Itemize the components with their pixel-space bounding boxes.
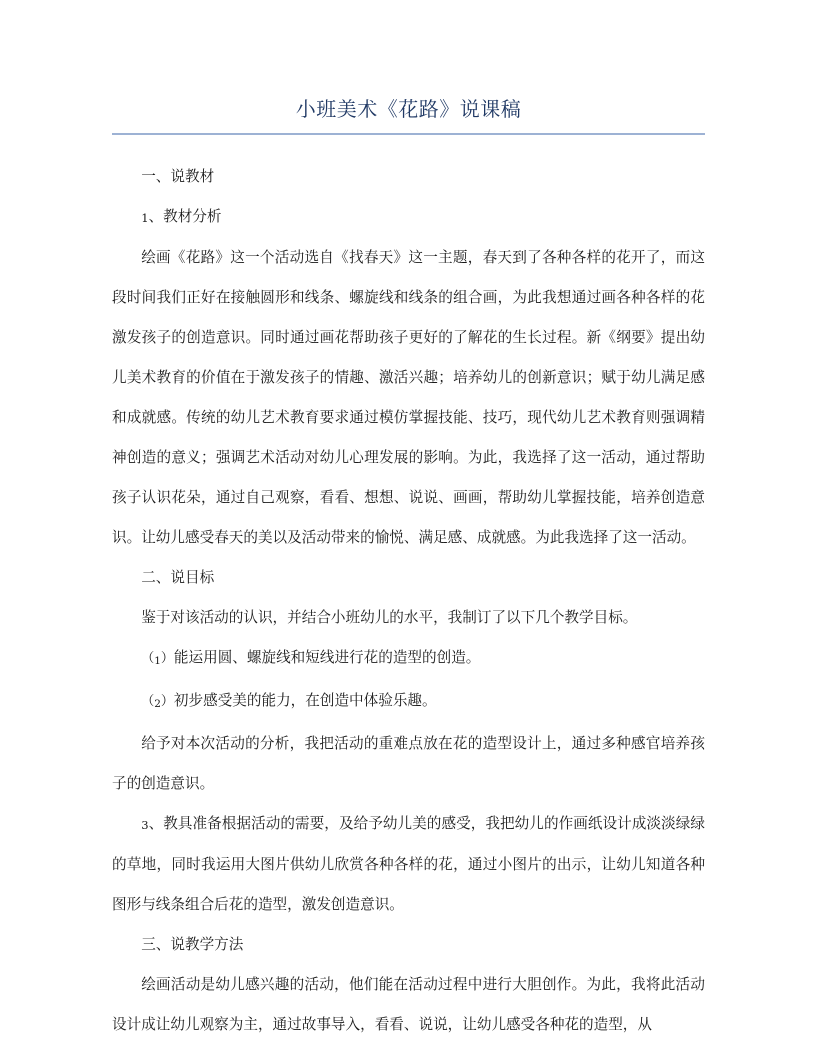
list-item-goal-2 [112,681,705,724]
heading-section-one: 一、说教材 [141,168,215,185]
heading-jiaocai-fenxi [112,197,705,238]
paragraph-jiaoju-number: 3 [141,818,149,832]
heading-jiaocai-fenxi-label: 、教材分析 [148,208,222,225]
title-divider [112,133,705,135]
document-content [112,0,705,1045]
document-body [112,157,705,1045]
goal-1-label: 能运用圆、螺旋线和短线进行花的造型的创造。 [173,649,481,666]
paragraph-jiaoju-text: 、教具准备根据活动的需要，及给予幼儿美的感受，我把幼儿的作画纸设计成淡淡绿绿的草地，同时我运用大图片供幼儿欣赏各种各样的花，通过小图片的出示，让幼儿知道各种图形与线条组合后花的造型，激发创造意识。 [112,815,705,913]
list-item-goal-1 [112,638,705,681]
heading-section-two: 二、说目标 [141,569,215,586]
paragraph-mubiao-intro: 鉴于对该活动的认识，并结合小班幼儿的水平，我制订了以下几个教学目标。 [141,609,638,626]
paragraph-jiaocai-analysis: 绘画《花路》这一个活动选自《找春天》这一主题，春天到了各种各样的花开了，而这段时间我们正好在接触圆形和线条、螺旋线和线条的组合画，为此我想通过画各种各样的花激发孩子的创造意识。同时通过画花帮助孩子更好的了解花的生长过程。新《纲要》提出幼儿美术教育的价值在于激发孩子的情趣、激活兴趣；培养幼儿的创新意识；赋于幼儿满足感和成就感。传统的幼儿艺术教育要求通过模仿掌握技能、技巧，现代幼儿艺术教育则强调精神创造的意义；强调艺术活动对幼儿心理发展的影响。为此，我选择了这一活动，通过帮助孩子认识花朵，通过自己观察，看看、想想、说说、画画，帮助幼儿掌握技能，培养创造意识。让幼儿感受春天的美以及活动带来的愉悦、满足感、成就感。为此我选择了这一活动。 [112,249,705,546]
heading-jiaocai-fenxi-number: 1 [141,211,149,225]
paragraph-jiaoxue-fangfa: 绘画活动是幼儿感兴趣的活动，他们能在活动过程中进行大胆创作。为此，我将此活动设计成让幼儿观察为主，通过故事导入，看看、说说，让幼儿感受各种花的造型，从 [112,976,705,1033]
goal-2-marker: （2） [141,694,174,710]
page-title: 小班美术《花路》说课稿 [295,97,522,121]
paragraph-zhongnandian: 给予对本次活动的分析，我把活动的重难点放在花的造型设计上，通过多种感官培养孩子的创造意识。 [112,735,705,792]
goal-2-label: 初步感受美的能力，在创造中体验乐趣。 [173,692,437,709]
goal-1-marker: （1） [141,651,174,667]
heading-section-three: 三、说教学方法 [141,936,244,953]
paragraph-jiaoju-zhunbei [112,804,705,925]
